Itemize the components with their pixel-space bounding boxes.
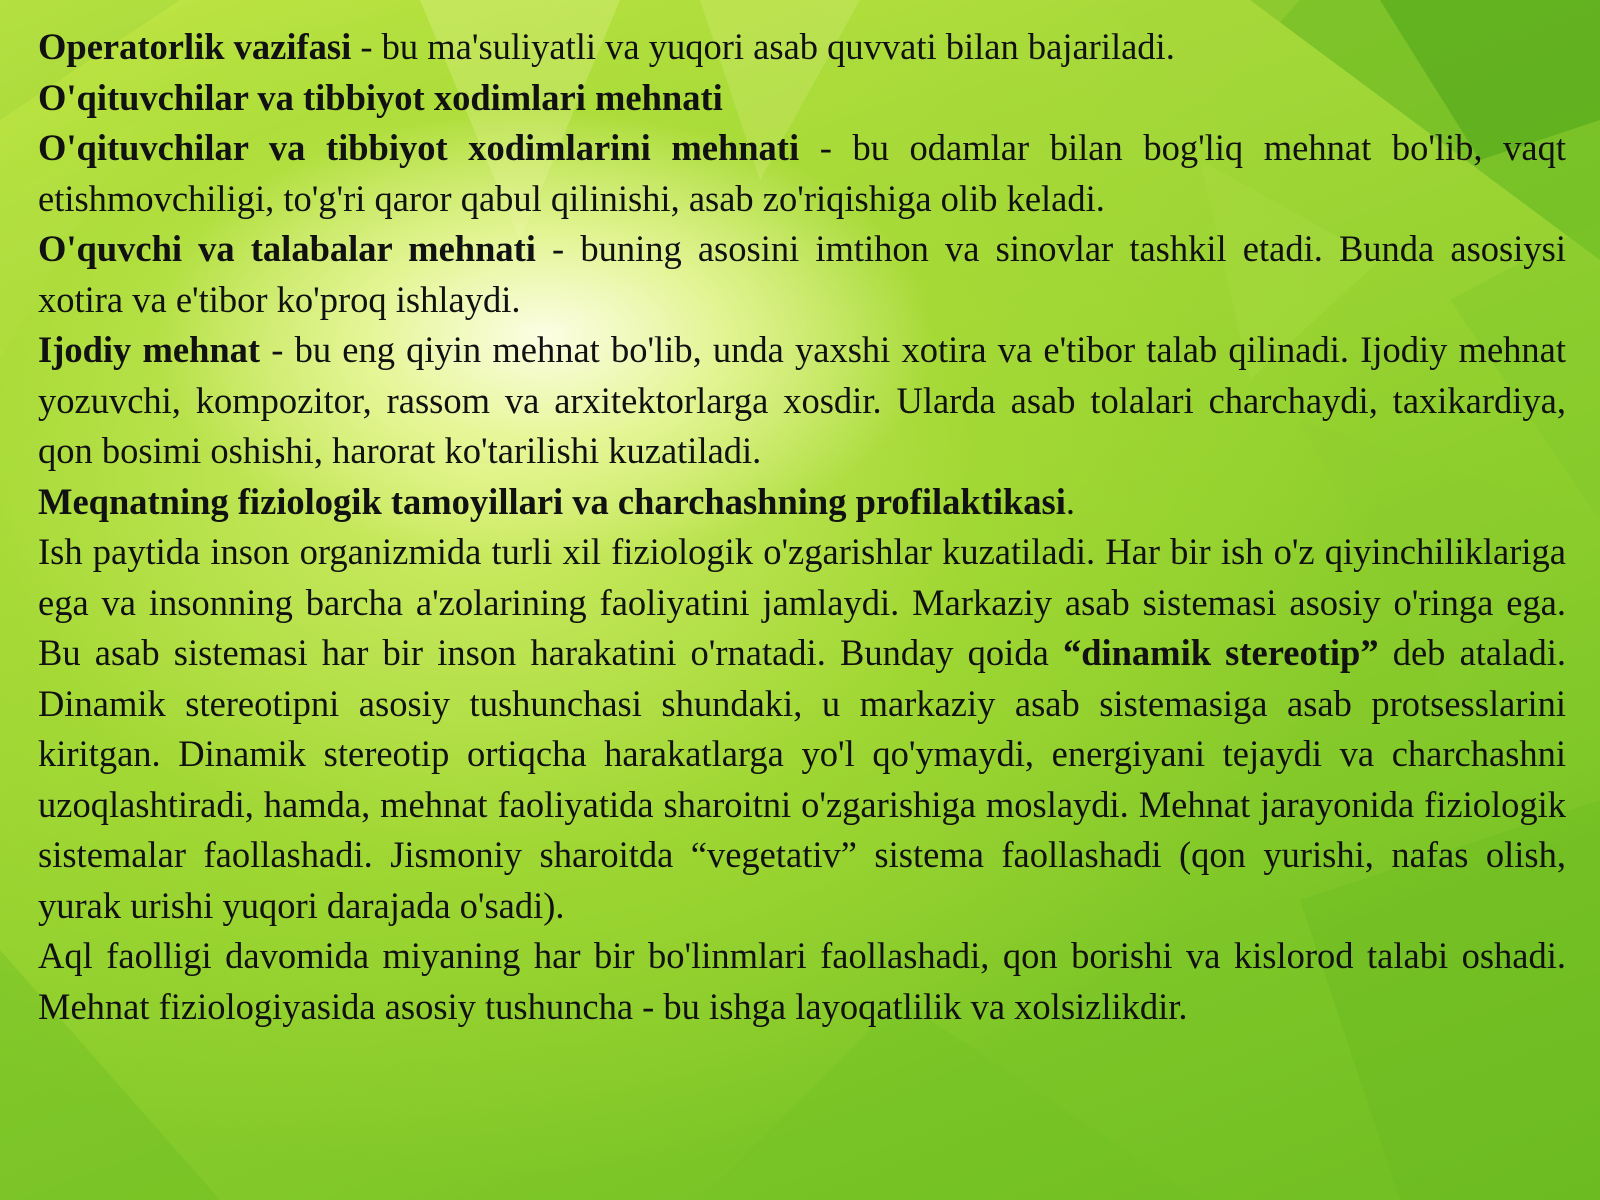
heading-fiziologik-tamoyillar: Meqnatning fiziologik tamoyillari va charchashning profilaktikasi (38, 480, 1066, 522)
document-body (38, 22, 1566, 1032)
heading-oqituvchilar-xodimlarini: O'qituvchilar va tibbiyot xodimlarini mehnati (38, 127, 800, 168)
paragraph-ish-paytida (38, 527, 1566, 931)
paragraph-oqituvchilar (38, 123, 1566, 224)
paragraph-oquvchi (38, 224, 1566, 325)
paragraph-ijodiy (38, 325, 1566, 477)
paragraph-fiziologik-heading (38, 477, 1566, 528)
heading-ijodiy-mehnat: Ijodiy mehnat (38, 329, 261, 370)
term-dinamik-stereotip: “dinamik stereotip” (1062, 632, 1379, 673)
paragraph-operatorlik (38, 22, 1566, 73)
text-ish-paytida-after: deb ataladi. Dinamik stereotipni asosiy tushunchasi shundaki, u markaziy asab sistemasiga asab protsesslarini kiritgan. Dinamik stereotip ortiqcha harakatlarga yo'l qo'ymaydi, energiyani tejaydi va charchashni uzoqlashtiradi, hamda, mehnat faoliyatida sharoitni o'zgarishiga moslaydi. Mehnat jarayonida fiziologik sistemalar faollashadi. Jismoniy sharoitda “vegetativ” sistema faollashadi (qon yurishi, nafas olish, yurak urishi yuqori darajada o'sadi). (38, 632, 1566, 926)
text-oquvchi: - buning asosini imtihon va sinovlar tashkil etadi. Bunda asosiysi xotira va e'tibor ko'proq ishlaydi. (38, 228, 1566, 320)
text-operatorlik: - bu ma'suliyatli va yuqori asab quvvati bilan bajariladi. (351, 26, 1175, 67)
heading-operatorlik-vazifasi: Operatorlik vazifasi (38, 26, 352, 67)
text-ijodiy: - bu eng qiyin mehnat bo'lib, unda yaxshi xotira va e'tibor talab qilinadi. Ijodiy mehnat yozuvchi, kompozitor, rassom va arxitektorlarga xosdir. Ularda asab tolalari charchaydi, taxikardiya, qon bosimi oshishi, harorat ko'tarilishi kuzatiladi. (38, 329, 1566, 471)
text-aql-faolligi: Aql faolligi davomida miyaning har bir bo'linmlari faollashadi, qon borishi va kislorod talabi oshadi. Mehnat fiziologiyasida asosiy tushuncha - bu ishga layoqatlilik va xolsizlikdir. (38, 935, 1566, 1027)
text-ish-paytida-before: Ish paytida inson organizmida turli xil fiziologik o'zgarishlar kuzatiladi. Har bir ish o'z qiyinchiliklariga ega va insonning barcha a'zolarining faoliyatini jamlaydi. Markaziy asab sistemasi asosiy o'ringa ega. Bu asab sistemasi har bir inson harakatini o'rnatadi. Bunday qoida (38, 531, 1566, 673)
heading-period: . (1065, 480, 1075, 522)
text-oqituvchilar: - bu odamlar bilan bog'liq mehnat bo'lib, vaqt etishmovchiligi, to'g'ri qaror qabul qilinishi, asab zo'riqishiga olib keladi. (38, 127, 1566, 219)
heading-oqituvchilar-mehnati: O'qituvchilar va tibbiyot xodimlari mehnati (38, 76, 723, 118)
paragraph-oqituvchilar-heading (38, 73, 1566, 124)
paragraph-aql-faolligi (38, 931, 1566, 1032)
heading-oquvchi-talabalar: O'quvchi va talabalar mehnati (38, 228, 536, 269)
